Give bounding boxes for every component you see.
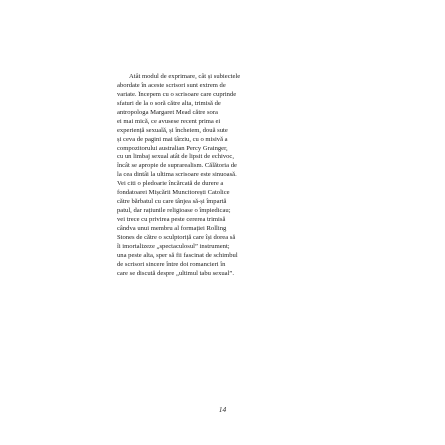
text-line: la cea dintâi la ultima scrisoare este sinuoasă. bbox=[117, 171, 237, 179]
text-line: sfaturi de la o soră către alta, trimisă de bbox=[117, 99, 221, 107]
page-number: 14 bbox=[218, 405, 227, 414]
text-line: variate. Începem cu o scrisoare care cuprinde bbox=[117, 90, 237, 98]
text-line: fondatoarei Mișcării Muncitorești Catolice bbox=[117, 189, 230, 197]
text-line: de scrisori sincere între doi romancieri în bbox=[117, 260, 226, 268]
text-line: Atât modul de exprimare, cât și subiectele bbox=[129, 73, 241, 80]
text-line: cu un limbaj sexual atât de lipsit de echivoc, bbox=[117, 153, 235, 161]
text-line: compozitorului australian Percy Grainger, bbox=[117, 144, 228, 152]
text-line: experiență sexuală, și încheiem, două sute bbox=[117, 126, 228, 134]
text-line: și ceva de pagini mai târziu, cu o misivă a bbox=[117, 135, 228, 143]
text-line: îi imortalizeze „spectaculosul” instrument; bbox=[117, 242, 230, 250]
text-line: cândva unui membru al formației Rolling bbox=[117, 224, 227, 232]
text-line: antropologa Margaret Mead către sora bbox=[117, 108, 218, 116]
text-line: vei trece cu privirea peste cererea trimisă bbox=[117, 216, 226, 223]
text-line: patul, dar rațiunile religioase o împiedicau; bbox=[117, 207, 231, 215]
text-line: una peste alta, sper să fii fascinat de schimbul bbox=[117, 251, 238, 259]
text-line: Stones de către o sculptoriță care își dorea să bbox=[117, 233, 236, 241]
text-line: ei mai mică, ce avusese recent prima ei bbox=[117, 117, 221, 125]
text-line: care se discută despre „ultimul tabu sexual”. bbox=[117, 269, 234, 277]
text-line: Vei citi o pledoarie încărcată de durere a bbox=[117, 180, 224, 188]
text-line: către bărbatul cu care tânjea să-și împartă bbox=[117, 198, 227, 206]
body-paragraph bbox=[117, 73, 325, 279]
text-line: abordate în aceste scrisori sunt extrem de bbox=[117, 81, 226, 89]
text-line: încât se apropie de suprarealism. Călătoria de bbox=[117, 162, 237, 170]
